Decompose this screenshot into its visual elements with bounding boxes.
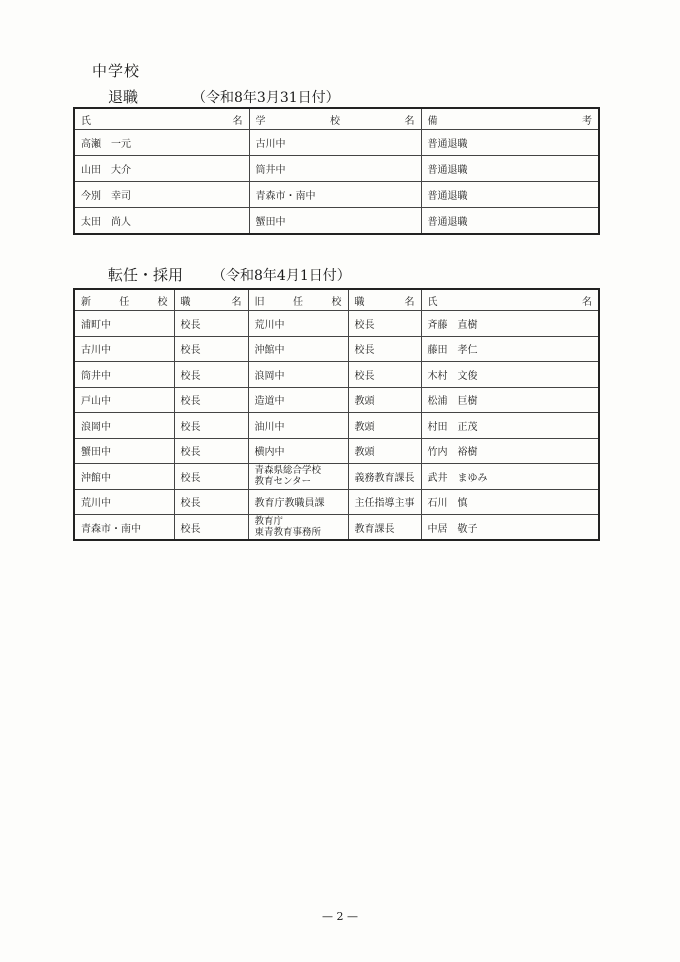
transfer-cell-line: 浪岡中	[254, 370, 285, 382]
transfer-cell-line: 油川中	[254, 421, 285, 433]
retirement-header-1	[249, 108, 421, 130]
retirement-cell: 高瀬 一元	[74, 130, 249, 156]
transfer-cell: 校長	[174, 464, 248, 490]
transfer-cell: 校長	[348, 336, 421, 362]
transfer-cell: 教頭	[348, 387, 421, 413]
page-number: — 2 —	[322, 910, 358, 923]
transfer-cell: 荒川中	[74, 489, 174, 515]
retirement-cell: 普通退職	[421, 156, 599, 182]
transfer-header-4-part-0: 氏	[427, 296, 438, 308]
transfer-cell-line: 教育庁	[254, 516, 284, 527]
transfer-cell	[248, 464, 348, 490]
transfer-cell: 中居 敬子	[421, 515, 599, 541]
transfer-row	[74, 387, 599, 413]
transfer-row	[74, 515, 599, 541]
retirement-table	[73, 107, 600, 235]
transfer-cell-line: 教育センター	[254, 476, 312, 488]
retirement-header-2-part-1: 考	[582, 115, 592, 127]
transfer-cell: 主任指導主事	[348, 489, 421, 515]
retirement-cell: 普通退職	[421, 130, 599, 156]
transfer-row	[74, 413, 599, 439]
transfer-header-0-part-0: 新	[81, 296, 91, 308]
transfer-cell: 校長	[174, 489, 248, 515]
transfer-cell	[248, 362, 348, 388]
transfer-cell: 校長	[348, 362, 421, 388]
transfer-cell: 古川中	[74, 336, 174, 362]
retirement-header-1-part-0: 学	[255, 115, 266, 127]
retirement-cell: 普通退職	[421, 182, 599, 208]
retirement-header-1-part-1: 校	[330, 115, 340, 127]
transfer-header-3-part-0: 職	[354, 296, 365, 308]
transfer-title: 転任・採用	[108, 266, 184, 284]
transfer-cell: 石川 慎	[421, 489, 599, 515]
transfer-cell: 筒井中	[74, 362, 174, 388]
transfer-header-2-part-1: 任	[293, 296, 303, 308]
retirement-row	[74, 182, 599, 208]
transfer-cell: 村田 正茂	[421, 413, 599, 439]
transfer-cell: 校長	[174, 362, 248, 388]
transfer-row	[74, 311, 599, 337]
retirement-header-row	[74, 108, 599, 130]
transfer-cell-line: 横内中	[254, 447, 285, 459]
transfer-cell-line: 荒川中	[254, 319, 285, 331]
transfer-cell	[248, 387, 348, 413]
transfer-cell: 藤田 孝仁	[421, 336, 599, 362]
transfer-header-3-part-1: 名	[404, 296, 415, 308]
transfer-cell-line: 造道中	[254, 396, 285, 408]
transfer-cell-line: 教育庁教職員課	[254, 498, 325, 510]
transfer-header-1-part-1: 名	[231, 296, 242, 308]
transfer-table	[73, 288, 600, 541]
retirement-header-0-part-0: 氏	[81, 115, 91, 127]
retirement-header-1-part-2: 名	[404, 115, 415, 127]
retirement-row	[74, 130, 599, 156]
transfer-cell: 教頭	[348, 413, 421, 439]
transfer-header-4	[421, 289, 599, 311]
transfer-header-0	[74, 289, 174, 311]
retirement-cell: 筒井中	[249, 156, 421, 182]
transfer-cell: 校長	[348, 311, 421, 337]
transfer-cell: 校長	[174, 311, 248, 337]
transfer-cell	[248, 489, 348, 515]
retirement-header-2-part-0: 備	[427, 115, 438, 127]
transfer-header-0-part-2: 校	[157, 296, 168, 308]
transfer-row	[74, 362, 599, 388]
transfer-cell: 教育課長	[348, 515, 421, 541]
retirement-cell: 普通退職	[421, 208, 599, 234]
transfer-cell: 校長	[174, 387, 248, 413]
transfer-cell-line: 沖館中	[254, 345, 285, 357]
retirement-title: 退職	[108, 88, 139, 106]
retirement-row	[74, 156, 599, 182]
transfer-header-3	[348, 289, 421, 311]
transfer-cell-line: 青森県総合学校	[254, 465, 322, 477]
retirement-cell: 山田 大介	[74, 156, 249, 182]
transfer-header-1-part-0: 職	[180, 296, 191, 308]
transfer-cell: 教頭	[348, 438, 421, 464]
transfer-row	[74, 336, 599, 362]
transfer-date: （令和8年4月1日付）	[212, 268, 351, 284]
transfer-cell: 義務教育課長	[348, 464, 421, 490]
transfer-cell: 木村 文俊	[421, 362, 599, 388]
transfer-cell	[248, 515, 348, 541]
transfer-header-2	[248, 289, 348, 311]
transfer-header-1	[174, 289, 248, 311]
transfer-cell: 竹内 裕樹	[421, 438, 599, 464]
retirement-header-0	[74, 108, 249, 130]
transfer-cell: 斉藤 直樹	[421, 311, 599, 337]
transfer-row	[74, 489, 599, 515]
retirement-cell: 古川中	[249, 130, 421, 156]
transfer-cell: 浦町中	[74, 311, 174, 337]
transfer-header-row	[74, 289, 599, 311]
transfer-cell	[248, 438, 348, 464]
retirement-row	[74, 208, 599, 234]
transfer-header-4-part-1: 名	[582, 296, 592, 308]
transfer-header-2-part-0: 旧	[254, 296, 265, 308]
transfer-cell: 松浦 巨樹	[421, 387, 599, 413]
transfer-cell	[248, 311, 348, 337]
transfer-cell	[248, 413, 348, 439]
transfer-header-2-part-2: 校	[331, 296, 342, 308]
transfer-cell	[248, 336, 348, 362]
retirement-cell: 蟹田中	[249, 208, 421, 234]
transfer-cell: 蟹田中	[74, 438, 174, 464]
retirement-cell: 今別 幸司	[74, 182, 249, 208]
transfer-cell: 沖館中	[74, 464, 174, 490]
transfer-cell: 浪岡中	[74, 413, 174, 439]
retirement-header-2	[421, 108, 599, 130]
transfer-cell-line: 東青教育事務所	[254, 527, 322, 538]
transfer-cell: 武井 まゆみ	[421, 464, 599, 490]
transfer-cell: 校長	[174, 438, 248, 464]
transfer-row	[74, 464, 599, 490]
transfer-cell: 戸山中	[74, 387, 174, 413]
retirement-header-0-part-1: 名	[232, 115, 243, 127]
transfer-header-0-part-1: 任	[119, 296, 130, 308]
transfer-row	[74, 438, 599, 464]
transfer-cell: 校長	[174, 515, 248, 541]
transfer-cell: 青森市・南中	[74, 515, 174, 541]
transfer-cell: 校長	[174, 413, 248, 439]
retirement-cell: 青森市・南中	[249, 182, 421, 208]
retirement-cell: 太田 尚人	[74, 208, 249, 234]
section-title: 中学校	[92, 62, 141, 80]
retirement-date: （令和8年3月31日付）	[192, 90, 340, 106]
transfer-cell: 校長	[174, 336, 248, 362]
